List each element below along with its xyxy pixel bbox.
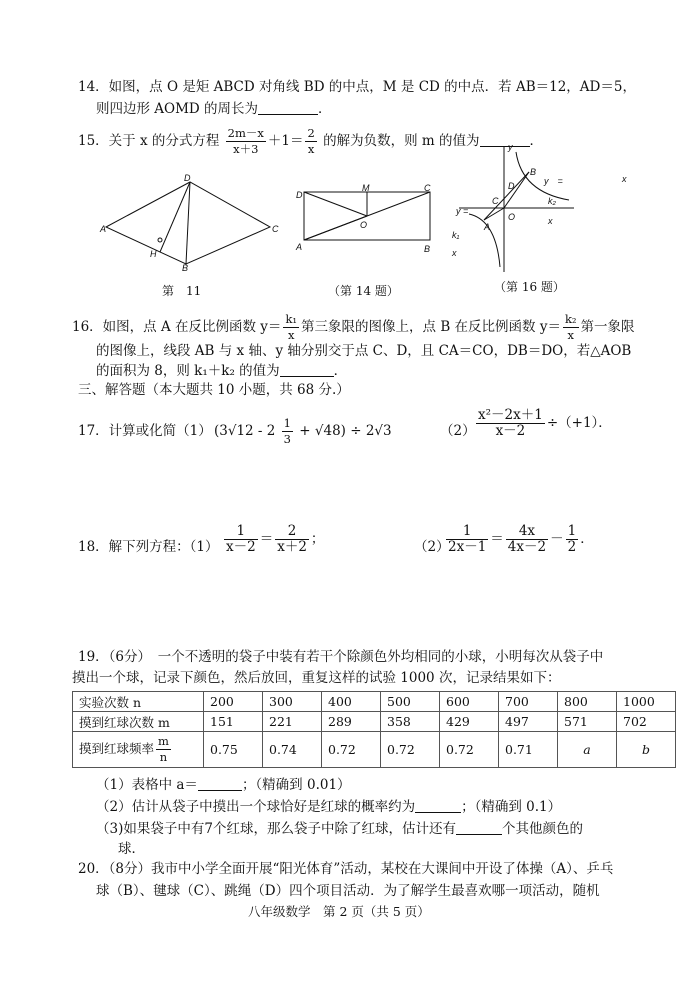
- table-row: [73, 692, 676, 712]
- fig16-label-k2: k₂: [548, 196, 556, 206]
- q18-part2: （2）: [414, 539, 450, 555]
- q19-sub3-line2: 球．: [118, 841, 145, 857]
- table-cell: 151: [204, 712, 263, 732]
- q18-e2-a-num: 1: [446, 524, 488, 540]
- q15-text: 15．关于 x 的分式方程: [78, 133, 220, 149]
- fig11-label-a: A: [100, 224, 107, 234]
- table-cell: b: [617, 732, 676, 768]
- table-cell: 221: [263, 712, 322, 732]
- q19-line2: 摸出一个球，记录下颜色，然后放回，重复这样的试验 1000 次，记录结果如下：: [72, 670, 561, 686]
- q18-e2-minus: －: [550, 531, 564, 547]
- q19-sub3-text: （3)如果袋子中有7个红球，那么袋子中除了红球，估计还有: [96, 821, 456, 837]
- q15-frac1-den: x＋3: [233, 142, 259, 156]
- fig14-caption: （第 14 题）: [328, 284, 399, 298]
- q17-frac-den: x－2: [495, 423, 526, 439]
- q19-sub2: [96, 798, 561, 816]
- q16-text-post: 第一象限: [580, 319, 635, 335]
- fig14-label-a: A: [296, 242, 303, 252]
- q18-e1-left-den: x－2: [226, 539, 256, 555]
- table-cell: 300: [263, 692, 322, 712]
- fig16-segment-ab: [484, 172, 529, 220]
- table-row: [73, 732, 676, 768]
- q16-text-mid: 第三象限的图像上，点 B 在反比例函数 y＝: [301, 319, 561, 335]
- table-cell: 0.72: [322, 732, 381, 768]
- table-cell: 571: [558, 712, 617, 732]
- q17-tail: ÷（+1）．: [546, 415, 612, 431]
- row3-label: 摸到红球频率: [79, 741, 155, 756]
- fig14-label-m: M: [362, 183, 370, 193]
- row3-frac: [156, 734, 171, 765]
- table-cell: 0.75: [204, 732, 263, 768]
- q15-frac2: [305, 126, 316, 157]
- q15-frac1: [226, 126, 266, 157]
- fig14-label-d: D: [296, 190, 303, 200]
- fig16-label-x-left: x: [452, 248, 457, 258]
- q17-sqrt-den: 3: [283, 432, 291, 446]
- q14-line2: [96, 100, 332, 118]
- q18-e1-right-num: 2: [275, 524, 309, 540]
- fig16-label-d: D: [508, 181, 515, 191]
- q16-end: ．: [333, 363, 348, 379]
- fig16-label-b: B: [530, 167, 537, 177]
- q18-e1-left-num: 1: [224, 524, 258, 540]
- q19-sub1-text: （1）表格中 a＝: [96, 777, 198, 793]
- q20-line2: 球（B）、毽球（C）、跳绳（D）四个项目活动．为了解学生最喜欢哪一项活动，随机: [96, 883, 600, 899]
- fig14-segment-do: [304, 192, 367, 216]
- q15-end: ．: [529, 133, 543, 149]
- q19-sub3-blank: [456, 820, 502, 835]
- q18-eq2: [444, 524, 594, 555]
- q17-frac-num: x²－2x＋1: [478, 407, 543, 423]
- table-cell: 400: [322, 692, 381, 712]
- q16-line3-text: 的面积为 8，则 k₁＋k₂ 的值为: [96, 363, 280, 379]
- fig16-label-k1: k₁: [452, 230, 460, 240]
- table-cell: 358: [381, 712, 440, 732]
- fig11-caption: 第 11: [162, 284, 202, 298]
- fig11-label-d: D: [184, 173, 191, 183]
- q18-e2-b: [506, 524, 548, 555]
- q16-k2-num: k₂: [564, 312, 577, 326]
- q17-expr2: [474, 408, 612, 439]
- q15-text-post: 的解为负数，则 m 的值为: [323, 133, 480, 149]
- q19-sub2-post: ；（精确到 0.1）: [461, 799, 562, 815]
- q19-sub1-blank: [198, 776, 242, 791]
- table-cell: a: [558, 732, 617, 768]
- q19-sub1-post: ；（精确到 0.01）: [241, 777, 351, 793]
- q18-e2-c-num: 1: [567, 523, 577, 539]
- row3-frac-num: m: [158, 734, 169, 748]
- fig11-altitude: [160, 182, 190, 252]
- row3-frac-den: n: [159, 750, 168, 764]
- fig16-label-x-right: x: [548, 216, 553, 226]
- q17-expr1: [214, 416, 392, 447]
- table-cell: 702: [617, 712, 676, 732]
- q18-label: 18．解下列方程：（1）: [78, 539, 219, 555]
- q19-line1: 19．（6分） 一个不透明的袋子中装有若干个除颜色外均相同的小球，小明每次从袋子中: [78, 649, 604, 665]
- fig14-label-c: C: [424, 183, 431, 193]
- figure-16: [444, 142, 644, 277]
- q16-line3: [96, 362, 347, 380]
- table-cell: 500: [381, 692, 440, 712]
- table-cell: 497: [499, 712, 558, 732]
- q14-answer-blank: [258, 100, 318, 115]
- q19-sub2-blank: [415, 798, 461, 813]
- q18-e2-c: [566, 524, 579, 555]
- fig11-diagonal: [186, 182, 190, 264]
- q14-end: ．: [318, 101, 332, 117]
- q19-sub3: [96, 820, 583, 838]
- table-header-cell: [73, 732, 204, 768]
- q16-line2: 的图像上，线段 AB 与 x 轴、y 轴分别交于点 C、D，且 CA＝CO，DB＝DO，若△AOB: [96, 343, 632, 359]
- q15-frac2-den: x: [307, 142, 315, 156]
- q18-e2-b-num: 4x: [506, 524, 548, 540]
- q19-sub1: [96, 776, 351, 794]
- q16-k1-den: x: [287, 328, 295, 342]
- table-cell: 0.74: [263, 732, 322, 768]
- table-cell: 0.72: [440, 732, 499, 768]
- q19-results-table: [72, 691, 676, 768]
- table-cell: 800: [558, 692, 617, 712]
- table-cell: 429: [440, 712, 499, 732]
- q18-e2-end: ．: [580, 531, 594, 547]
- section-3-heading: 三、解答题（本大题共 10 小题，共 68 分.）: [78, 382, 350, 398]
- fig16-label-y-eq-left: y =: [456, 206, 469, 216]
- table-cell: 200: [204, 692, 263, 712]
- fig16-label-x-axis: x: [622, 174, 627, 184]
- q18-e1-eq: ＝: [259, 531, 274, 547]
- fig14-segment-ao: [304, 216, 367, 240]
- q17-sqrt-num: 1: [283, 416, 291, 430]
- table-cell: 1000: [617, 692, 676, 712]
- q16-k1-num: k₁: [285, 312, 298, 326]
- fig16-label-a: A: [484, 222, 491, 232]
- table-header-cell: 摸到红球次数 m: [73, 712, 204, 732]
- figure-14: [292, 182, 442, 257]
- q17-part2: （2）: [440, 423, 476, 439]
- q17-label: 17．计算或化简（1）: [78, 423, 212, 439]
- q18-e2-a: [446, 524, 488, 555]
- table-cell: 289: [322, 712, 381, 732]
- q18-e2-b-den: 4x－2: [507, 539, 547, 555]
- fig11-label-b: B: [182, 263, 189, 272]
- q17-frac: [476, 408, 545, 439]
- fig16-label-y: y: [508, 142, 513, 152]
- fig14-label-b: B: [424, 244, 431, 254]
- table-cell: 0.72: [381, 732, 440, 768]
- q16-k2-den: x: [567, 328, 574, 342]
- fig11-point: [158, 238, 162, 242]
- q17-expr1-b: + √48) ÷ 2√3: [299, 423, 392, 439]
- q18-e1-right-den: x＋2: [277, 539, 307, 555]
- q15-frac1-num: 2m－x: [227, 126, 264, 140]
- q18-e1-right: [275, 524, 309, 555]
- fig14-label-o: O: [360, 220, 368, 230]
- q16-answer-blank: [280, 362, 334, 377]
- q15-mid: ＋1＝: [267, 133, 304, 149]
- q17-sqrt-frac: [282, 416, 293, 447]
- fig16-label-y-eq-right: y =: [544, 176, 563, 186]
- table-header-cell: 实验次数 n: [73, 692, 204, 712]
- fig16-label-c: C: [492, 196, 499, 206]
- q14-text: 则四边形 AOMD 的周长为: [96, 101, 259, 117]
- q18-e2-eq: ＝: [490, 531, 504, 547]
- q20-line1: 20．（8分）我市中小学全面开展“阳光体育”活动，某校在大课间中开设了体操（A）、乒乓: [78, 861, 614, 877]
- fig16-label-o: O: [508, 212, 516, 222]
- page-footer: 八年级数学 第 2 页（共 5 页）: [248, 904, 430, 919]
- q16-text: 16．如图，点 A 在反比例函数 y＝: [72, 319, 282, 335]
- fig11-label-c: C: [272, 224, 279, 234]
- table-cell: 700: [499, 692, 558, 712]
- q19-sub2-text: （2）估计从袋子中摸出一个球恰好是红球的概率约为: [96, 799, 416, 815]
- q16-frac-k2: [563, 312, 579, 343]
- table-cell: 0.71: [499, 732, 558, 768]
- q18-e1-left: [224, 524, 258, 555]
- q15-frac2-num: 2: [307, 126, 315, 140]
- table-row: [73, 712, 676, 732]
- fig16-caption: （第 16 题）: [494, 280, 565, 294]
- figure-11: [98, 172, 288, 272]
- q18-eq1: [222, 524, 324, 555]
- q16-frac-k1: [283, 312, 299, 343]
- q18-e2-c-den: 2: [567, 539, 577, 555]
- q18-e1-end: ；: [310, 531, 325, 547]
- q19-sub3-post: 个其他颜色的: [501, 821, 583, 837]
- q18-e2-a-den: 2x－1: [448, 539, 487, 555]
- fig11-label-h: H: [150, 249, 157, 259]
- q17-expr1-a: (3√12 - 2: [214, 423, 276, 439]
- table-cell: 600: [440, 692, 499, 712]
- q14-line1: 14．如图，点 O 是矩 ABCD 对角线 BD 的中点，M 是 CD 的中点．若 AB＝12，AD＝5，: [78, 79, 636, 95]
- q16-line1: [72, 312, 635, 343]
